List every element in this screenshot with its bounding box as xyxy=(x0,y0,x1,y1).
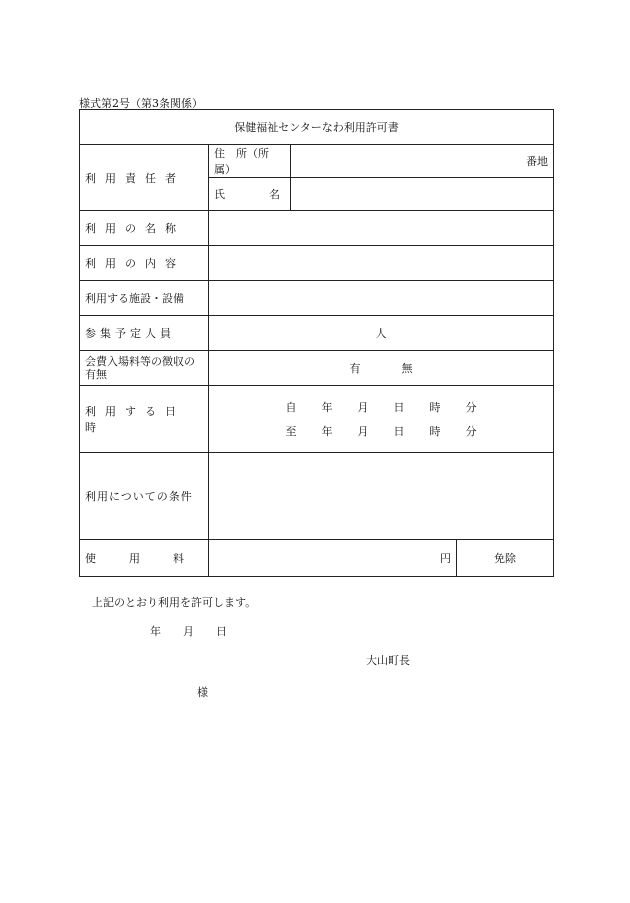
datetime-to-hour: 時 xyxy=(429,425,441,438)
conditions-field[interactable] xyxy=(209,453,554,540)
datetime-from-mark: 自 xyxy=(285,401,297,414)
datetime-to-year: 年 xyxy=(321,425,333,438)
fee-amount-field[interactable] xyxy=(209,540,457,577)
datetime-from-day: 日 xyxy=(393,401,405,414)
fee-collection-no[interactable]: 無 xyxy=(401,362,413,375)
usage-content-label: 利用の内容 xyxy=(80,246,209,281)
datetime-from-minute: 分 xyxy=(465,401,477,414)
name-field[interactable] xyxy=(291,178,554,211)
responsible-person-label: 利用責任者 xyxy=(80,145,209,211)
facility-field[interactable] xyxy=(209,281,554,316)
fee-collection-yes[interactable]: 有 xyxy=(349,362,361,375)
datetime-to-minute: 分 xyxy=(465,425,477,438)
fee-collection-field[interactable] xyxy=(209,351,554,386)
address-field[interactable] xyxy=(291,145,554,178)
attendees-unit: 人 xyxy=(375,327,387,340)
usage-name-label: 利用の名称 xyxy=(80,211,209,246)
datetime-from-hour: 時 xyxy=(429,401,441,414)
datetime-label: 利用する日時 xyxy=(80,386,209,453)
name-label: 氏 名 xyxy=(209,178,291,211)
datetime-from-month: 月 xyxy=(357,401,369,414)
fee-label: 使 用 料 xyxy=(80,540,209,577)
datetime-field[interactable] xyxy=(209,386,554,453)
usage-content-field[interactable] xyxy=(209,246,554,281)
address-suffix: 番地 xyxy=(526,155,548,168)
form-title: 保健福祉センターなわ利用許可書 xyxy=(80,110,554,145)
conditions-label: 利用についての条件 xyxy=(80,453,209,540)
issuer-name: 大山町長 xyxy=(366,654,410,667)
addressee-suffix: 様 xyxy=(197,686,208,699)
datetime-to-day: 日 xyxy=(393,425,405,438)
issue-date: 年 月 日 xyxy=(150,625,227,638)
datetime-to-line xyxy=(214,423,548,439)
datetime-from-year: 年 xyxy=(321,401,333,414)
attendees-label: 参集予定人員 xyxy=(80,316,209,351)
address-label: 住 所（所属） xyxy=(209,145,291,178)
usage-name-field[interactable] xyxy=(209,211,554,246)
datetime-to-mark: 至 xyxy=(285,425,297,438)
form-number: 様式第2号（第3条関係） xyxy=(79,97,203,110)
attendees-field[interactable] xyxy=(209,316,554,351)
fee-exemption[interactable]: 免除 xyxy=(457,540,554,577)
fee-collection-label: 会費入場料等の徴収の有無 xyxy=(80,351,209,386)
permit-form-table xyxy=(79,109,554,577)
datetime-from-line xyxy=(214,399,548,415)
facility-label: 利用する施設・設備 xyxy=(80,281,209,316)
fee-unit: 円 xyxy=(440,552,451,565)
datetime-to-month: 月 xyxy=(357,425,369,438)
permit-statement: 上記のとおり利用を許可します。 xyxy=(92,596,257,609)
